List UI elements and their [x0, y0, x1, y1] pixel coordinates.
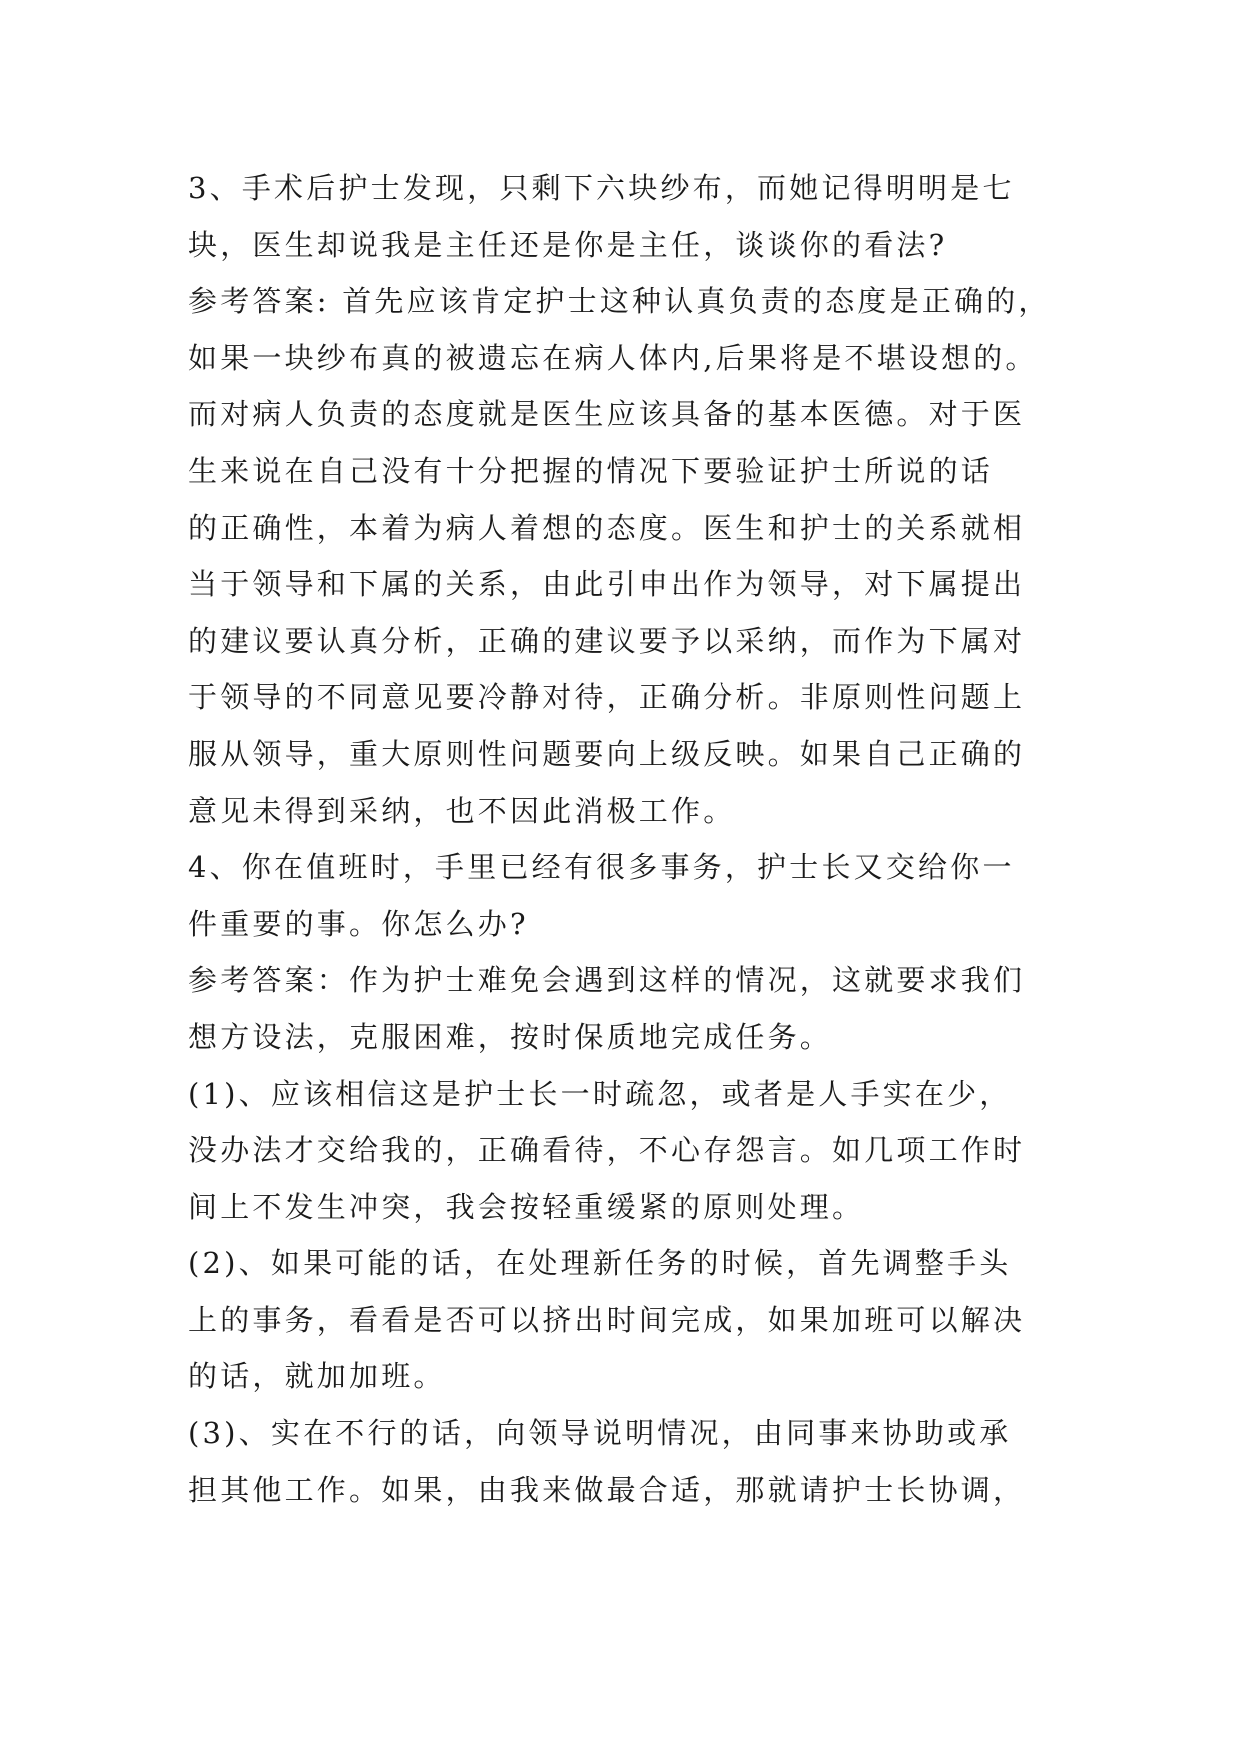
- text-line: 参考答案：作为护士难免会遇到这样的情况，这就要求我们: [188, 963, 1026, 998]
- text-line: 3、手术后护士发现，只剩下六块纱布，而她记得明明是七: [188, 171, 1015, 205]
- text-line: 服从领导，重大原则性问题要向上级反映。如果自己正确的: [188, 736, 1026, 771]
- text-line: 的正确性，本着为病人着想的态度。医生和护士的关系就相: [188, 510, 1026, 545]
- text-line: 当于领导和下属的关系，由此引申出作为领导，对下属提出: [188, 567, 1026, 602]
- text-line: 如果一块纱布真的被遗忘在病人体内,后果将是不堪设想的。: [188, 340, 1038, 375]
- text-line: 想方设法，克服困难，按时保质地完成任务。: [188, 1019, 833, 1054]
- text-line: 于领导的不同意见要冷静对待，正确分析。非原则性问题上: [188, 680, 1026, 715]
- text-line: 上的事务，看看是否可以挤出时间完成，如果加班可以解决: [188, 1302, 1026, 1337]
- text-line: (2)、如果可能的话，在处理新任务的时候，首先调整手头: [188, 1246, 1012, 1281]
- text-line: 间上不发生冲突，我会按轻重缓紧的原则处理。: [188, 1189, 865, 1224]
- text-line: 参考答案: 首先应该肯定护士这种认真负责的态度是正确的，: [188, 284, 1051, 319]
- text-line: 担其他工作。如果，由我来做最合适，那就请护士长协调，: [188, 1472, 1026, 1507]
- text-line: 而对病人负责的态度就是医生应该具备的基本医德。对于医: [188, 397, 1026, 432]
- text-line: (1)、应该相信这是护士长一时疏忽，或者是人手实在少，: [188, 1076, 1012, 1111]
- text-line: 意见未得到采纳，也不因此消极工作。: [188, 793, 736, 828]
- text-line: 4、你在值班时，手里已经有很多事务，护士长又交给你一: [188, 850, 1015, 885]
- text-line: 的话，就加加班。: [188, 1359, 446, 1394]
- document-body: [188, 160, 1088, 1518]
- text-line: 的建议要认真分析，正确的建议要予以采纳，而作为下属对: [188, 623, 1026, 658]
- text-line: 没办法才交给我的，正确看待，不心存怨言。如几项工作时: [188, 1133, 1026, 1168]
- text-line: 生来说在自己没有十分把握的情况下要验证护士所说的话: [188, 453, 994, 488]
- text-line: 块，医生却说我是主任还是你是主任，谈谈你的看法?: [188, 227, 948, 262]
- text-line: (3)、实在不行的话，向领导说明情况，由同事来协助或承: [188, 1416, 1012, 1451]
- text-line: 件重要的事。你怎么办?: [188, 906, 529, 941]
